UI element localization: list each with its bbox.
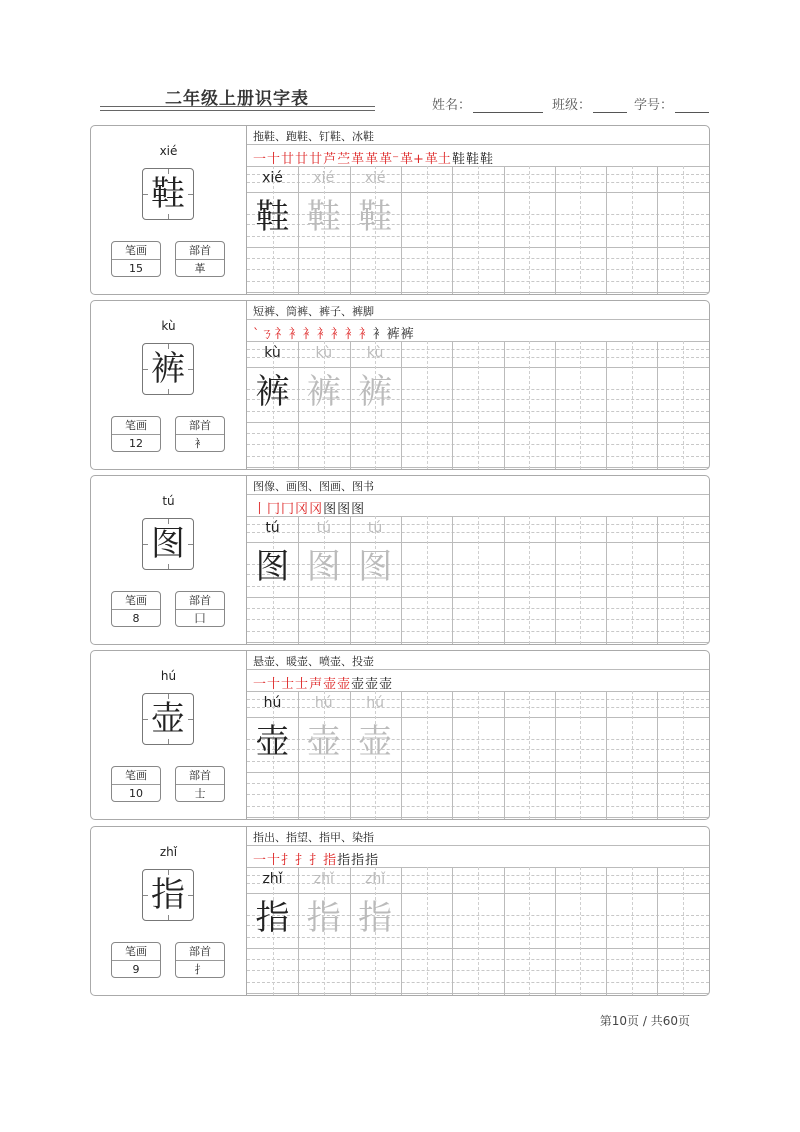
stroke-step: 冈: [295, 502, 309, 517]
character-card: [90, 300, 710, 470]
page-header: [0, 0, 800, 120]
character-card: [90, 650, 710, 820]
stroke-step: 十: [267, 853, 281, 868]
trace-character: 壶: [306, 722, 341, 762]
character: 壶: [151, 699, 185, 739]
model-character: 指: [255, 898, 290, 938]
stroke-step: 礻: [274, 327, 288, 342]
radical-label: 部首: [176, 417, 224, 435]
class-label: 班级：: [552, 98, 592, 113]
model-pinyin: xié: [262, 170, 283, 186]
pinyin: tú: [162, 494, 175, 508]
stroke-step: 衤: [330, 327, 344, 342]
stroke-order: [253, 498, 365, 517]
stroke-step: 裤: [386, 327, 400, 342]
stroke-step: 丨: [253, 502, 267, 517]
number-field[interactable]: [634, 94, 709, 113]
radical-box: [175, 416, 225, 452]
practice-grid: [247, 827, 709, 995]
class-field[interactable]: [552, 94, 627, 113]
stroke-step: 鞋: [465, 152, 479, 167]
practice-grid: [247, 126, 709, 294]
page-title: 二年级上册识字表: [165, 89, 309, 109]
radical: 衤: [194, 437, 206, 450]
stroke-step: 士: [281, 677, 295, 692]
radical-box: [175, 766, 225, 802]
stroke-count-box: [111, 416, 161, 452]
stroke-step: 声: [309, 677, 323, 692]
stroke-step: 衤: [302, 327, 316, 342]
stroke-step: 一: [253, 853, 267, 868]
stroke-step: 壶: [323, 677, 337, 692]
trace-pinyin: hú: [366, 695, 384, 711]
example-words: 图像、画图、图画、图书: [253, 480, 374, 493]
trace-pinyin: zhǐ: [365, 871, 386, 887]
name-field[interactable]: [432, 94, 543, 113]
radical-box: [175, 241, 225, 277]
stroke-step: 衤: [372, 327, 386, 342]
stroke-count-label: 笔画: [112, 767, 160, 785]
trace-character: 鞋: [306, 197, 341, 237]
trace-character: 图: [358, 547, 393, 587]
trace-pinyin: hú: [314, 695, 333, 711]
char-info-panel: [91, 301, 247, 469]
stroke-step: 革+: [400, 152, 424, 167]
character-card: [90, 826, 710, 996]
char-display-box: [142, 869, 194, 921]
stroke-step: 十: [267, 677, 281, 692]
stroke-count-label: 笔画: [112, 943, 160, 961]
practice-grid: [247, 651, 709, 819]
stroke-step: 十: [267, 152, 281, 167]
stroke-count-box: [111, 591, 161, 627]
stroke-step: 冈: [309, 502, 323, 517]
stroke-count-box: [111, 766, 161, 802]
trace-character: 壶: [358, 722, 393, 762]
stroke-step: 鞋: [451, 152, 465, 167]
char-info-panel: [91, 126, 247, 294]
trace-pinyin: zhǐ: [313, 871, 334, 887]
radical-label: 部首: [176, 592, 224, 610]
stroke-count-box: [111, 241, 161, 277]
stroke-step: ㄋ: [260, 327, 274, 342]
radical-label: 部首: [176, 943, 224, 961]
stroke-step: 扌: [281, 853, 295, 868]
stroke-order: [253, 323, 415, 342]
stroke-step: 壶: [337, 677, 351, 692]
stroke-step: 指: [365, 853, 379, 868]
radical: 扌: [194, 963, 206, 976]
model-pinyin: hú: [263, 695, 282, 711]
radical: 革: [194, 262, 206, 275]
model-character: 鞋: [255, 197, 290, 237]
stroke-step: 一: [253, 677, 267, 692]
model-character: 图: [255, 547, 290, 587]
pinyin: zhǐ: [159, 845, 178, 859]
char-info-panel: [91, 651, 247, 819]
pinyin: hú: [160, 669, 177, 683]
stroke-count-label: 笔画: [112, 242, 160, 260]
trace-pinyin: xié: [313, 170, 335, 186]
trace-pinyin: tú: [316, 520, 331, 536]
stroke-count: 9: [132, 963, 140, 976]
character: 指: [151, 875, 185, 915]
title-underline: [100, 106, 375, 107]
stroke-step: 士: [295, 677, 309, 692]
stroke-step: 廿: [281, 152, 295, 167]
trace-character: 裤: [358, 372, 393, 412]
character-card: [90, 475, 710, 645]
stroke-count: 8: [132, 612, 140, 625]
character: 裤: [151, 349, 185, 389]
radical-box: [175, 591, 225, 627]
number-label: 学号：: [634, 98, 674, 113]
stroke-step: 芦: [323, 152, 337, 167]
stroke-step: 衤: [316, 327, 330, 342]
number-blank[interactable]: [675, 98, 709, 113]
character: 图: [151, 524, 185, 564]
name-blank[interactable]: [473, 98, 543, 113]
char-info-panel: [91, 827, 247, 995]
stroke-step: 指: [351, 853, 365, 868]
stroke-step: 图: [323, 502, 337, 517]
stroke-count: 15: [129, 262, 143, 275]
model-pinyin: kù: [264, 345, 281, 361]
stroke-order: [253, 849, 379, 868]
stroke-step: 苎: [337, 152, 351, 167]
char-display-box: [142, 518, 194, 570]
example-words: 拖鞋、跑鞋、钉鞋、冰鞋: [253, 130, 374, 143]
char-display-box: [142, 343, 194, 395]
stroke-step: 革: [351, 152, 365, 167]
stroke-step: 衤: [288, 327, 302, 342]
character: 鞋: [151, 174, 185, 214]
page-number: 第10页 / 共60页: [599, 1014, 690, 1028]
char-display-box: [142, 693, 194, 745]
stroke-count-label: 笔画: [112, 417, 160, 435]
stroke-order: [253, 148, 494, 167]
stroke-count-box: [111, 942, 161, 978]
stroke-step: 冂: [281, 502, 295, 517]
radical-label: 部首: [176, 767, 224, 785]
trace-pinyin: xié: [364, 170, 386, 186]
model-pinyin: zhǐ: [262, 871, 283, 887]
char-display-box: [142, 168, 194, 220]
practice-grid: [247, 301, 709, 469]
radical-box: [175, 942, 225, 978]
trace-character: 图: [306, 547, 341, 587]
stroke-step: 廿: [309, 152, 323, 167]
trace-character: 鞋: [358, 197, 393, 237]
stroke-step: 图: [351, 502, 365, 517]
pinyin: xié: [159, 144, 178, 158]
name-label: 姓名：: [432, 98, 472, 113]
stroke-step: 衤: [344, 327, 358, 342]
stroke-step: 廿: [295, 152, 309, 167]
stroke-step: 鞋: [479, 152, 493, 167]
stroke-count-label: 笔画: [112, 592, 160, 610]
model-character: 裤: [255, 372, 290, 412]
model-character: 壶: [255, 722, 290, 762]
example-words: 指出、指望、指甲、染指: [253, 831, 374, 844]
stroke-step: 革土: [424, 152, 451, 167]
example-words: 悬壶、暖壶、喷壶、投壶: [253, 655, 374, 668]
trace-pinyin: kù: [315, 345, 333, 361]
trace-character: 指: [306, 898, 341, 938]
stroke-step: 冂: [267, 502, 281, 517]
stroke-step: 壶: [379, 677, 393, 692]
model-pinyin: tú: [265, 520, 280, 536]
trace-pinyin: kù: [366, 345, 384, 361]
stroke-step: 扌: [309, 853, 323, 868]
stroke-step: 壶: [351, 677, 365, 692]
pinyin: kù: [161, 319, 176, 333]
character-card: [90, 125, 710, 295]
radical: 士: [194, 787, 206, 800]
stroke-count: 12: [129, 437, 143, 450]
stroke-count: 10: [129, 787, 143, 800]
radical: 囗: [194, 612, 206, 625]
stroke-step: `: [253, 327, 260, 342]
trace-character: 指: [358, 898, 393, 938]
stroke-step: 革⁻: [379, 152, 400, 167]
stroke-step: 指: [337, 853, 351, 868]
trace-character: 裤: [306, 372, 341, 412]
stroke-step: 指: [323, 853, 337, 868]
stroke-step: 图: [337, 502, 351, 517]
char-info-panel: [91, 476, 247, 644]
stroke-step: 壶: [365, 677, 379, 692]
practice-grid: [247, 476, 709, 644]
stroke-step: 裤: [400, 327, 414, 342]
radical-label: 部首: [176, 242, 224, 260]
stroke-step: 扌: [295, 853, 309, 868]
title-underline-2: [100, 110, 375, 111]
trace-pinyin: tú: [367, 520, 383, 536]
stroke-step: 革: [365, 152, 379, 167]
stroke-step: 一: [253, 152, 267, 167]
class-blank[interactable]: [593, 98, 627, 113]
example-words: 短裤、筒裤、裤子、裤脚: [253, 305, 374, 318]
stroke-order: [253, 673, 393, 692]
stroke-step: 衤: [358, 327, 372, 342]
